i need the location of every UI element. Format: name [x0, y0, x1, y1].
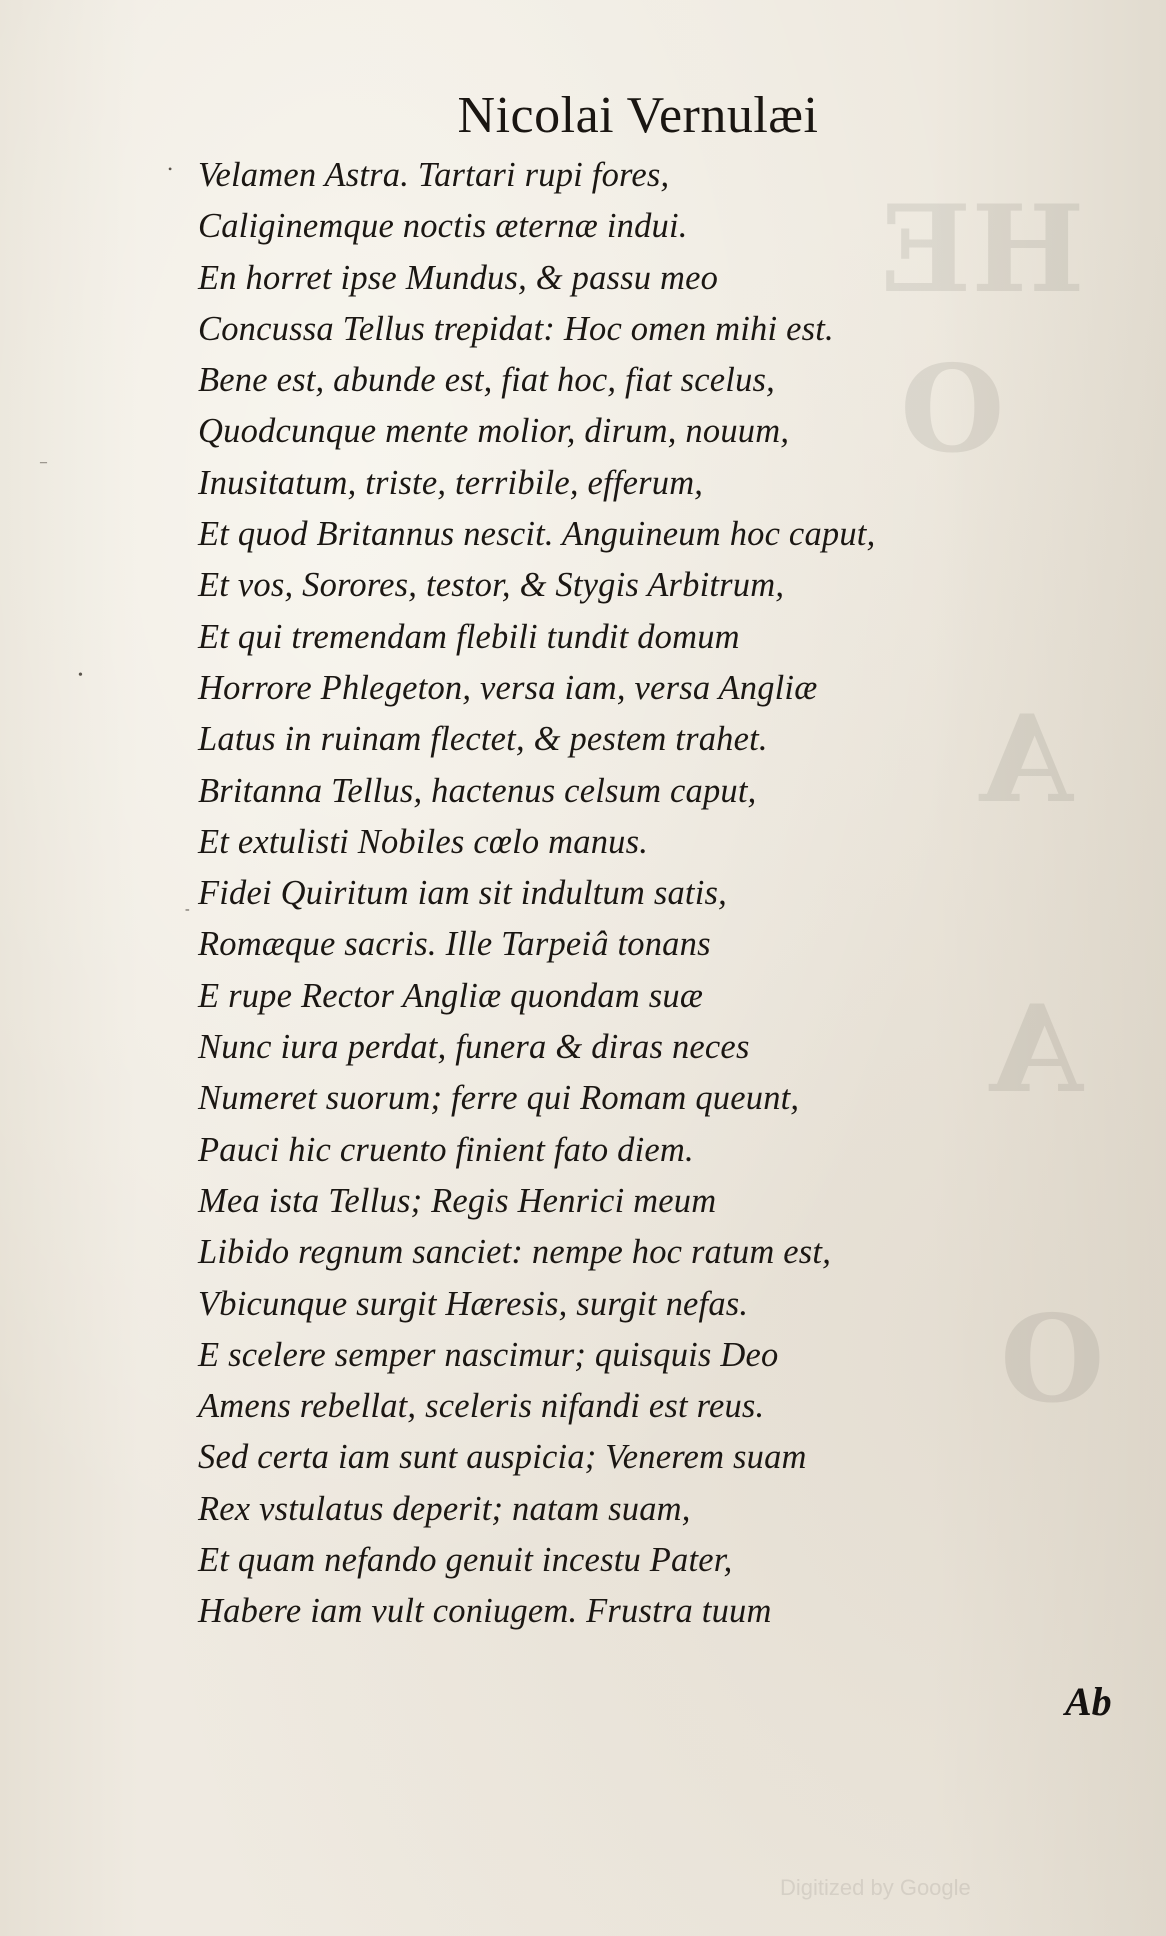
verse-line: Fidei Quiritum iam sit indultum satis,: [198, 874, 727, 913]
verse-line: Et qui tremendam flebili tundit domum: [198, 617, 740, 656]
verse-line: Et quod Britannus nescit. Anguineum hoc caput,: [198, 515, 876, 554]
bleed-through-mark: O: [1000, 1289, 1105, 1430]
verse-line: Velamen Astra. Tartari rupi fores,: [198, 156, 670, 194]
verse-line: Concussa Tellus trepidat: Hoc omen mihi est.: [198, 309, 834, 348]
bleed-through-mark: O: [900, 339, 1005, 480]
verse-line: Vbicunque surgit Hæresis, surgit nefas.: [198, 1284, 749, 1323]
verse-line: Nunc iura perdat, funera & diras neces: [198, 1028, 750, 1067]
verse-line: En horret ipse Mundus, & passu meo: [198, 258, 719, 297]
verse-line: Rex vstulatus deperit; natam suam,: [198, 1489, 691, 1528]
ink-speck: –: [40, 455, 47, 470]
verse-line: Latus in ruinam flectet, & pestem trahet.: [198, 720, 768, 759]
verse-line: Numeret suorum; ferre qui Romam queunt,: [198, 1079, 800, 1118]
verse-line: Horrore Phlegeton, versa iam, versa Angliæ: [198, 668, 818, 707]
running-header: Nicolai Vernulæi: [457, 87, 819, 144]
verse-line: Bene est, abunde est, fiat hoc, fiat scelus,: [198, 361, 775, 400]
verse-line: E scelere semper nascimur; quisquis Deo: [198, 1335, 779, 1374]
verse-line: Et quam nefando genuit incestu Pater,: [198, 1541, 733, 1580]
verse-line: Inusitatum, triste, terribile, efferum,: [198, 463, 704, 502]
verse-line: Amens rebellat, sceleris nifandi est reus.: [198, 1387, 765, 1426]
verse-line: Et extulisti Nobiles cœlo manus.: [198, 822, 649, 861]
ink-speck: -: [185, 902, 190, 917]
verse-line: Caliginemque noctis æternæ indui.: [198, 207, 688, 246]
verse-line: Romæque sacris. Ille Tarpeiâ tonans: [198, 925, 711, 964]
bleed-through-mark: A: [990, 979, 1084, 1120]
verse-line: E rupe Rector Angliæ quondam suæ: [198, 976, 704, 1015]
verse-line: Habere iam vult coniugem. Frustra tuum: [198, 1592, 772, 1631]
verse-line: Mea ista Tellus; Regis Henrici meum: [198, 1181, 717, 1220]
digitization-watermark: Digitized by Google: [780, 1875, 971, 1900]
verse-line: Libido regnum sanciet: nempe hoc ratum est,: [198, 1233, 832, 1272]
ink-speck: •: [168, 162, 173, 176]
verse-line: Et vos, Sorores, testor, & Stygis Arbitrum,: [198, 566, 785, 605]
bleed-through-mark: HE: [880, 179, 1085, 320]
verse-line: Sed certa iam sunt auspicia; Venerem suam: [198, 1438, 807, 1477]
verse-line: Britanna Tellus, hactenus celsum caput,: [198, 771, 757, 810]
catchword: Ab: [1065, 1679, 1112, 1724]
ink-speck: •: [78, 668, 83, 683]
bleed-through-mark: A: [980, 689, 1074, 830]
verse-lines: [198, 150, 1078, 1638]
verse-line: Quodcunque mente molior, dirum, nouum,: [198, 412, 790, 451]
verse-line: Pauci hic cruento finient fato diem.: [198, 1130, 694, 1169]
